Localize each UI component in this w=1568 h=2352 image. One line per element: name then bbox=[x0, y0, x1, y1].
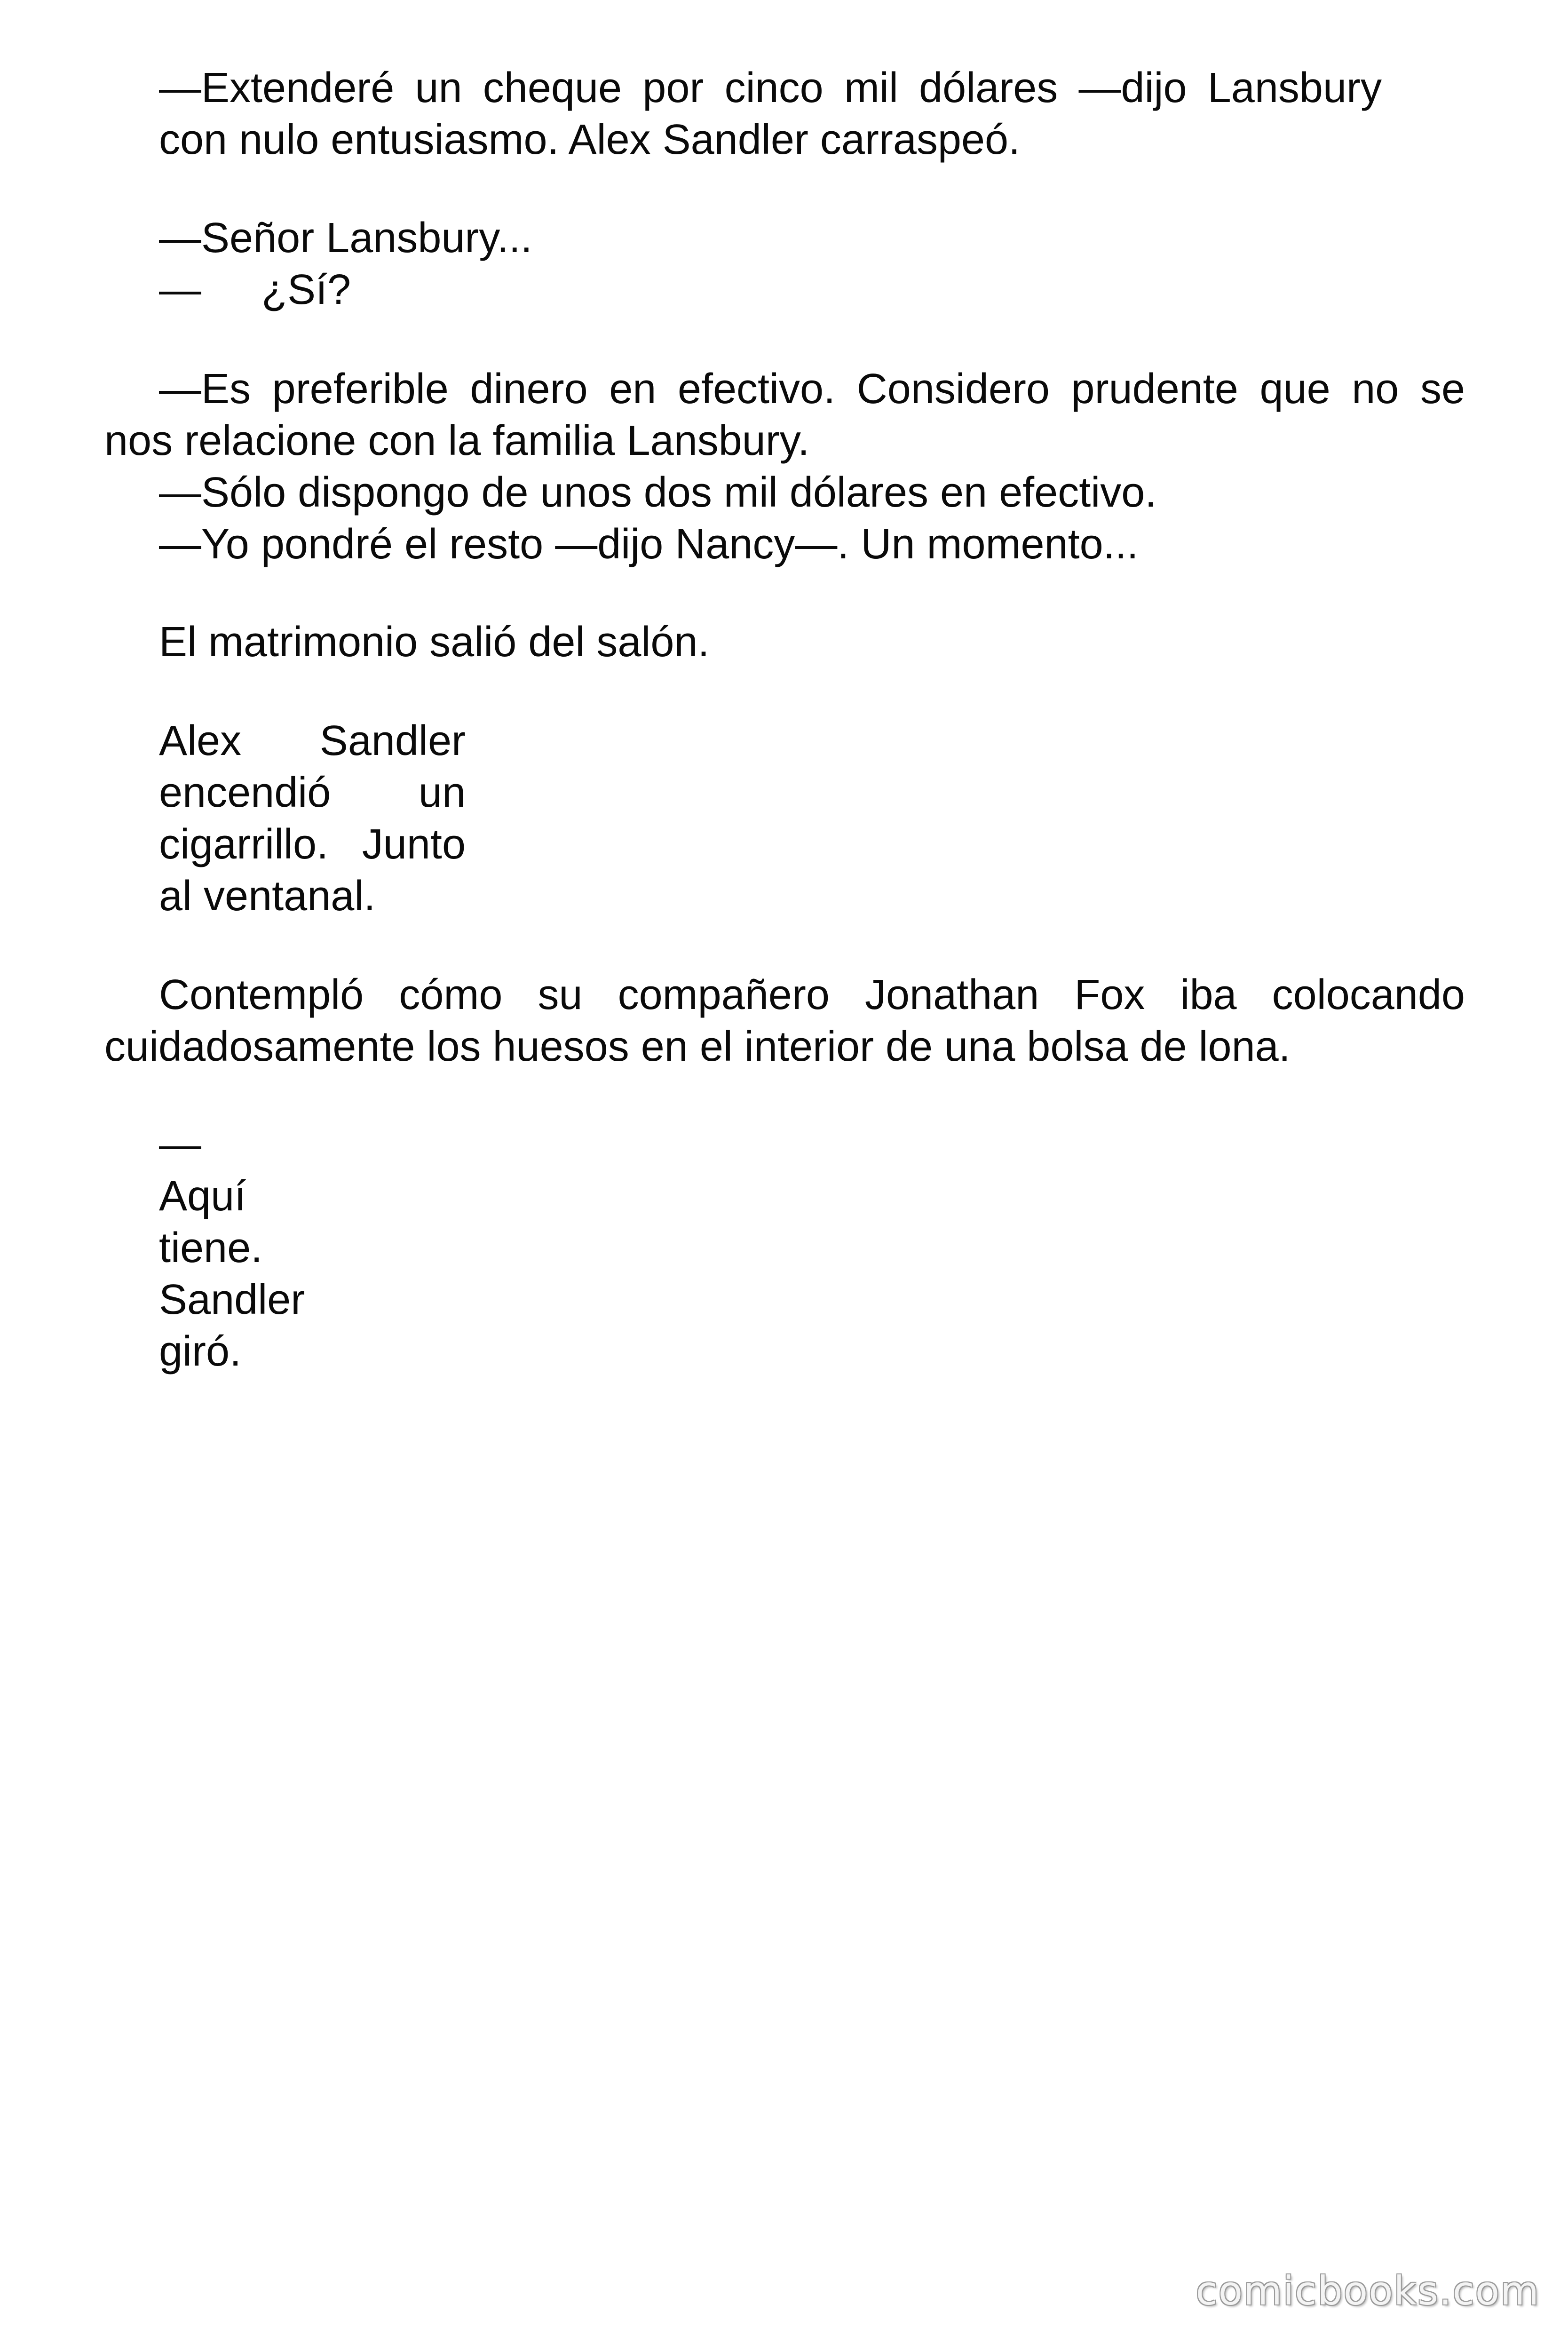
text-line: El matrimonio salió del salón. bbox=[159, 619, 710, 666]
text-line: cigarrillo. Junto bbox=[159, 821, 466, 868]
text-line: —Yo pondré el resto —dijo Nancy—. Un momento... bbox=[159, 521, 1139, 568]
text-line: —Señor Lansbury... bbox=[159, 215, 532, 262]
dialogue-dash: — bbox=[159, 266, 201, 313]
dialogue-dash: — bbox=[159, 1121, 201, 1168]
text-line: giró. bbox=[159, 1328, 242, 1375]
text-line: al ventanal. bbox=[159, 873, 376, 920]
text-line: nos relacione con la familia Lansbury. bbox=[104, 417, 810, 464]
text-line: encendió un bbox=[159, 769, 466, 816]
text-line: con nulo entusiasmo. Alex Sandler carraspeó. bbox=[159, 116, 1021, 163]
watermark-logo: comicbooks.com bbox=[1196, 2268, 1540, 2314]
text-line: tiene. bbox=[159, 1224, 263, 1271]
text-line: Sandler bbox=[159, 1276, 305, 1323]
text-line: Contempló cómo su compañero Jonathan Fox iba colocando bbox=[159, 971, 1465, 1018]
text-line: —Sólo dispongo de unos dos mil dólares en efectivo. bbox=[159, 469, 1157, 516]
text-line: Aquí bbox=[159, 1173, 246, 1220]
text-line: cuidadosamente los huesos en el interior de una bolsa de lona. bbox=[104, 1023, 1291, 1070]
text-line: —Extenderé un cheque por cinco mil dólares —dijo Lansbury bbox=[159, 64, 1382, 111]
text-line: ¿Sí? bbox=[261, 266, 351, 313]
text-line: Alex Sandler bbox=[159, 717, 466, 764]
text-line: —Es preferible dinero en efectivo. Considero prudente que no se bbox=[159, 366, 1465, 413]
